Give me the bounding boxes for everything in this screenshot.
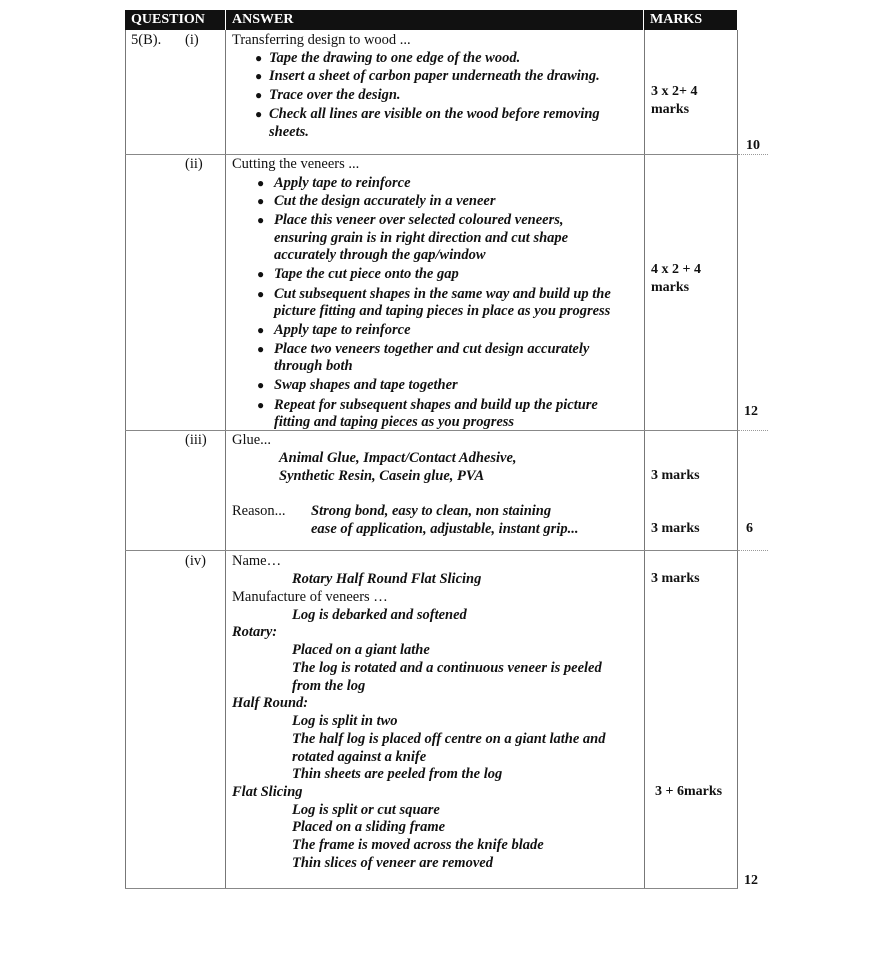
part-i-total: 10 [746, 138, 760, 153]
part-ii-line: picture fitting and taping pieces in place as you progress [274, 303, 611, 319]
manufacture-value: Log is debarked and softened [292, 607, 467, 623]
halfround-label: Half Round: [232, 695, 309, 711]
bullet: ● [257, 267, 265, 281]
part-iv-marks-manufacture: 3 + 6marks [655, 784, 723, 799]
part-ii-line: Cut the design accurately in a veneer [274, 193, 496, 209]
rotary-line: The log is rotated and a continuous veneer is peeled [292, 660, 602, 676]
bullet: ● [255, 88, 263, 102]
rotary-line: from the log [292, 678, 366, 694]
part-i-bullet: Check all lines are visible on the wood before removing [269, 106, 600, 122]
row-divider-iii [125, 550, 738, 551]
part-iv-label: (iv) [185, 553, 206, 569]
table-border-right [737, 30, 738, 889]
part-ii-line: Cut subsequent shapes in the same way and build up the [274, 286, 611, 302]
halfround-line: rotated against a knife [292, 749, 427, 765]
part-i-bullet-continued: sheets. [269, 124, 309, 140]
table-border-bottom [125, 888, 738, 889]
part-ii-line: fitting and taping pieces as you progress [274, 414, 515, 430]
bullet: ● [257, 176, 265, 190]
part-iii-marks-glue: 3 marks [651, 468, 700, 483]
table-border-left [125, 30, 126, 889]
part-i-bullet: Tape the drawing to one edge of the wood. [269, 50, 521, 66]
manufacture-label: Manufacture of veneers … [232, 589, 388, 605]
bullet: ● [255, 51, 263, 65]
flat-slicing-line: Log is split or cut square [292, 802, 440, 818]
bullet: ● [257, 213, 265, 227]
bullet: ● [257, 342, 265, 356]
part-iv-marks-name: 3 marks [651, 571, 700, 586]
part-ii-line: Swap shapes and tape together [274, 377, 458, 393]
rotary-label: Rotary: [232, 624, 278, 640]
part-ii-line: through both [274, 358, 353, 374]
part-i-intro: Transferring design to wood ... [232, 32, 411, 48]
name-label: Name… [232, 553, 282, 569]
flat-slicing-line: The frame is moved across the knife blade [292, 837, 544, 853]
row-divider-i [125, 154, 738, 155]
part-i-label: (i) [185, 32, 199, 48]
glue-line: Animal Glue, Impact/Contact Adhesive, [279, 450, 517, 466]
part-i-marks-unit: marks [651, 102, 690, 117]
table-divider-question [225, 30, 226, 889]
flat-slicing-line: Thin slices of veneer are removed [292, 855, 493, 871]
bullet: ● [257, 287, 265, 301]
part-iv-total: 12 [744, 873, 758, 888]
part-ii-total: 12 [744, 404, 758, 419]
halfround-line: Thin sheets are peeled from the log [292, 766, 503, 782]
header-question: QUESTION [125, 10, 225, 30]
part-ii-marks: 4 x 2 + 4 [651, 262, 701, 277]
header-marks: MARKS [644, 10, 737, 30]
flat-slicing-label: Flat Slicing [232, 784, 303, 800]
bullet: ● [257, 194, 265, 208]
halfround-line: The half log is placed off centre on a giant lathe and [292, 731, 606, 747]
part-iii-marks-reason: 3 marks [651, 521, 700, 536]
question-number: 5(B). [131, 32, 162, 48]
part-ii-marks-unit: marks [651, 280, 690, 295]
header-answer: ANSWER [226, 10, 643, 30]
part-iii-total: 6 [746, 521, 753, 536]
rotary-line: Placed on a giant lathe [292, 642, 430, 658]
reason-line: Strong bond, easy to clean, non staining [311, 503, 552, 519]
reason-line: ease of application, adjustable, instant grip... [311, 521, 579, 537]
part-ii-label: (ii) [185, 156, 203, 172]
glue-label: Glue... [232, 432, 272, 448]
flat-slicing-line: Placed on a sliding frame [292, 819, 446, 835]
part-ii-line: Apply tape to reinforce [274, 322, 411, 338]
part-ii-line: accurately through the gap/window [274, 247, 486, 263]
reason-label: Reason... [232, 503, 286, 519]
halfround-line: Log is split in two [292, 713, 398, 729]
total-divider-iii [738, 550, 768, 551]
glue-line: Synthetic Resin, Casein glue, PVA [279, 468, 485, 484]
part-ii-line: Place two veneers together and cut design accurately [274, 341, 590, 357]
part-ii-line: Repeat for subsequent shapes and build up the picture [274, 397, 598, 413]
bullet: ● [257, 323, 265, 337]
bullet: ● [257, 378, 265, 392]
bullet: ● [255, 107, 263, 121]
name-value: Rotary Half Round Flat Slicing [292, 571, 482, 587]
bullet: ● [257, 398, 265, 412]
part-iii-label: (iii) [185, 432, 207, 448]
bullet: ● [255, 69, 263, 83]
part-ii-line: Place this veneer over selected coloured veneers, [274, 212, 564, 228]
part-ii-intro: Cutting the veneers ... [232, 156, 360, 172]
part-ii-line: ensuring grain is in right direction and cut shape [274, 230, 569, 246]
total-divider-ii [738, 430, 768, 431]
part-ii-line: Apply tape to reinforce [274, 175, 411, 191]
part-i-bullet: Trace over the design. [269, 87, 401, 103]
part-i-bullet: Insert a sheet of carbon paper underneath the drawing. [269, 68, 600, 84]
part-i-marks: 3 x 2+ 4 [651, 84, 698, 99]
part-ii-line: Tape the cut piece onto the gap [274, 266, 459, 282]
table-divider-marks [644, 30, 645, 889]
